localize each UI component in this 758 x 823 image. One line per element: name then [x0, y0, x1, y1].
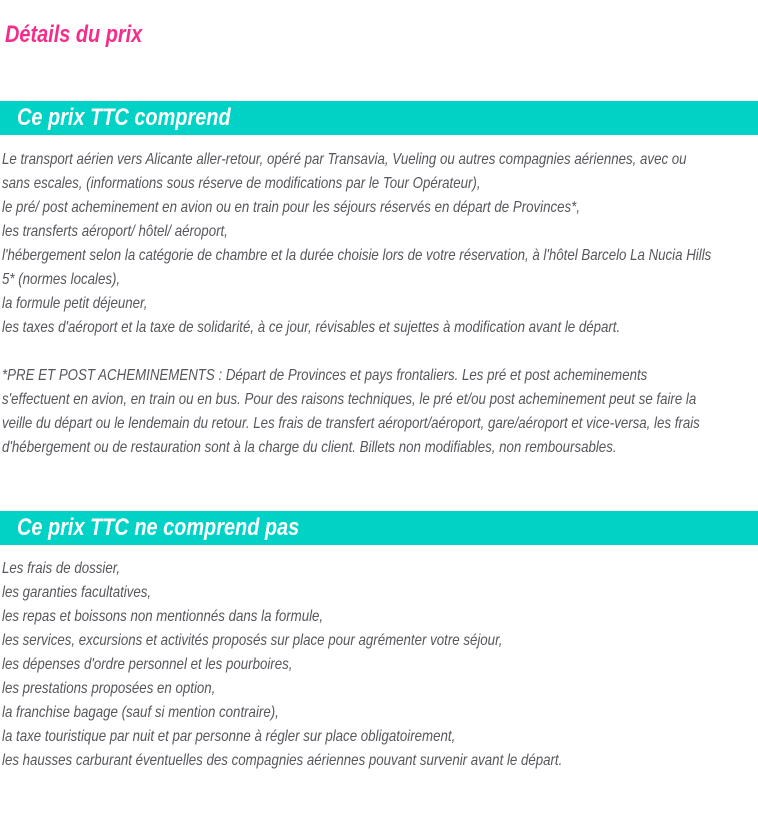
excluded-item-line: les prestations proposées en option,	[2, 680, 216, 697]
included-item-line: les transferts aéroport/ hôtel/ aéroport,	[2, 223, 228, 240]
included-list	[0, 148, 758, 340]
excluded-item-line: les hausses carburant éventuelles des compagnies aériennes pouvant survenir avant le départ.	[2, 752, 563, 769]
included-item-line: 5* (normes locales),	[2, 271, 121, 288]
included-banner	[0, 101, 758, 135]
excluded-item-line: les services, excursions et activités proposés sur place pour agrémenter votre séjour,	[2, 632, 503, 649]
pre-post-acheminements-note	[0, 364, 758, 460]
excluded-item-line: la taxe touristique par nuit et par personne à régler sur place obligatoirement,	[2, 728, 456, 745]
included-banner-title: Ce prix TTC comprend	[17, 104, 231, 131]
included-item-line: les taxes d'aéroport et la taxe de solidarité, à ce jour, révisables et sujettes à modification avant le départ.	[2, 319, 621, 336]
included-item-line: sans escales, (informations sous réserve de modifications par le Tour Opérateur),	[2, 175, 481, 192]
excluded-banner	[0, 511, 758, 545]
page-title: Détails du prix	[5, 21, 143, 48]
excluded-item-line: les dépenses d'ordre personnel et les pourboires,	[2, 656, 293, 673]
note-line: d'hébergement ou de restauration sont à la charge du client. Billets non modifiables, non remboursables.	[2, 439, 617, 456]
excluded-item-line: la franchise bagage (sauf si mention contraire),	[2, 704, 279, 721]
note-line: *PRE ET POST ACHEMINEMENTS : Départ de Provinces et pays frontaliers. Les pré et post acheminements	[2, 367, 648, 384]
excluded-section	[0, 511, 758, 773]
included-item-line: la formule petit déjeuner,	[2, 295, 148, 312]
excluded-item-line: Les frais de dossier,	[2, 560, 121, 577]
price-details-page	[0, 20, 758, 773]
excluded-banner-title: Ce prix TTC ne comprend pas	[17, 514, 300, 541]
included-item-line: l'hébergement selon la catégorie de chambre et la durée choisie lors de votre réservation, à l'hôtel Barcelo La Nucia Hills	[2, 247, 712, 264]
included-item-line: Le transport aérien vers Alicante aller-retour, opéré par Transavia, Vueling ou autres compagnies aériennes, avec ou	[2, 151, 687, 168]
excluded-list	[0, 557, 758, 773]
note-line: s'effectuent en avion, en train ou en bus. Pour des raisons techniques, le pré et/ou post acheminement peut se faire la	[2, 391, 697, 408]
note-line: veille du départ ou le lendemain du retour. Les frais de transfert aéroport/aéroport, gare/aéroport et vice-versa, les frais	[2, 415, 700, 432]
excluded-item-line: les garanties facultatives,	[2, 584, 152, 601]
included-item-line: le pré/ post acheminement en avion ou en train pour les séjours réservés en départ de Provinces*,	[2, 199, 581, 216]
excluded-item-line: les repas et boissons non mentionnés dans la formule,	[2, 608, 324, 625]
included-section	[0, 101, 758, 460]
